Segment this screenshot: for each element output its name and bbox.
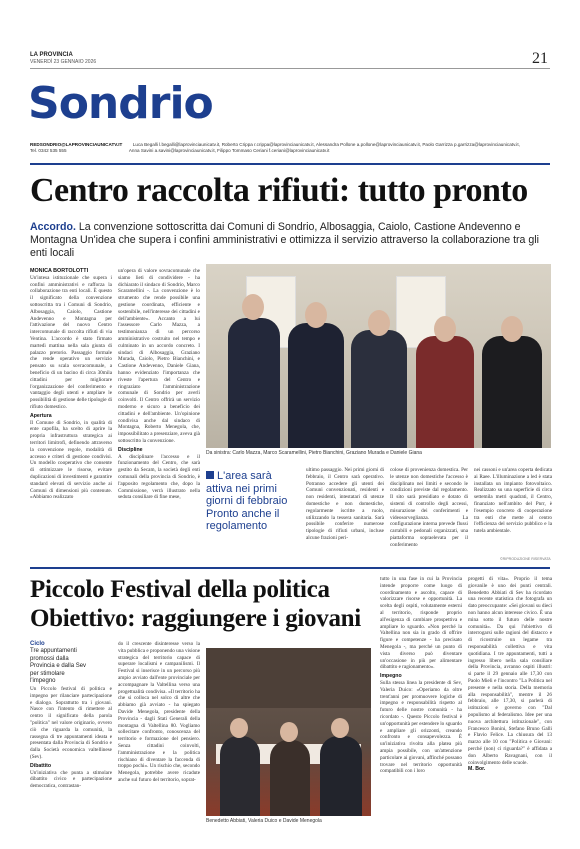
speaker-3-head — [331, 718, 349, 738]
contact-email: REDSONDRIO@LAPROVINCIAUNICATV.IT — [30, 142, 123, 147]
article2-sidebar-text: Tre appuntamenti promossi dalla Provincia e dalla Sev per stimolare l'impegno — [30, 648, 87, 685]
article1-column-4: colose di provenienza domestica. Per le utenze non domestiche l'accesso è disciplinato nei limiti e secondo le condizioni previste dal regolamento. Il sito sarà presidiato e dotato di sistemi di controllo degli accessi, misurazione dei conferimenti e videosorveglianza. La configurazione interna prevede flussi carrabili e pedonali organizzati, una piattaforma sopraelevata per il conferimento — [390, 467, 468, 548]
article1-deck — [30, 221, 552, 260]
contact-block — [30, 142, 550, 154]
section-title: Sondrio — [28, 78, 213, 129]
speaker-2 — [270, 740, 310, 816]
article2-column-1 — [30, 686, 112, 836]
article1-kicker: Accordo. — [30, 221, 76, 233]
person-5-head — [501, 316, 523, 342]
copyright-notice: ©RIPRODUZIONE RISERVATA — [500, 557, 551, 561]
article2-kicker: Ciclo — [30, 641, 45, 647]
article1-col2b-text: A disciplinare l'accesso e il funzionamento del Centro, che sarà gestito da Secam, la società degli enti comunali della provincia di Sondrio, è l'apposito regolamento che, dopo la Commissione, verrà illustrato nella seduta consiliare di fine mese, — [118, 453, 200, 501]
byline: MONICA BORTOLOTTI — [30, 268, 89, 274]
person-1-head — [242, 294, 264, 320]
article2-column-4 — [468, 576, 552, 838]
article1-col1-text: Un'intesa istituzionale che supera i confini amministrativi e rafforza la collaborazione tra enti locali. È questo il significato della convenzione sottoscritta tra i Comuni di Sondrio, Albosaggia, Caiolo, Castione Andevenno e Montagna per l'attivazione del nuovo Centro intercomunale di raccolta rifiuti di via Ventina. L'accordo è stato firmato martedì mattina nella sala giunta di palazzo pretorio. Passaggio formale che rende operativo un servizio pensato su scala sovracomunale, a beneficio di un bacino di circa 30mila cittadini per migliorare l'organizzazione del conferimento e vantaggio degli utenti e ampliare le possibilità di gestione delle tipologie di rifiuto domestico. — [30, 274, 112, 410]
article1-subhead-discipline: Discipline — [118, 446, 143, 453]
article2-headline-line1: Piccolo Festival della politica — [30, 576, 330, 603]
article1-pullquote — [206, 470, 300, 533]
article1-pullquote-text: L'area sarà attiva nei primi giorni di febbraio Pronto anche il regolamento — [206, 470, 288, 532]
room-wall — [206, 648, 371, 708]
contact-tel: Tel. 0342 535 555 — [30, 148, 67, 153]
person-1 — [228, 318, 280, 448]
issue-date: VENERDÌ 23 GENNAIO 2026 — [30, 59, 97, 65]
speaker-1-head — [230, 718, 248, 738]
article1-subhead-apertura: Apertura — [30, 412, 52, 419]
article2-col3-text: tutto in una fase in cui la Provincia intende proporre come luogo di coordinamento e ascolto, capace di valorizzare risorse e opportunità. La scelta degli ospiti, volutamente esterni al territorio, risponde proprio all'esigenza di cambiare prospettiva e ampliare lo sguardo. «Non perché la Valtellina non sia in grado di offrire figure e competenze - ha precisato Menegola -, ma perché un punto di vista diverso può diventare un'occasione in più per alimentare dibattito e ragionamento». — [380, 576, 462, 671]
article2-col3b-text: Sulla stessa linea la presidente di Sev, Valeria Duico: «Operiamo da oltre trent'anni per promuovere logiche di impegno e responsabilità rispetto al futuro delle nostre comunità - ha ricordato -. Questo Piccolo festival è un'opportunità per estendere lo sguardo e ampliare gli orizzonti, creando confronto e consapevolezza. È un'iniziativa rivolta alla platea più ampia possibile, con un'attenzione particolare ai giovani, affinché possano trovare nel territorio opportunità compatibili con i loro — [380, 679, 462, 775]
pullquote-square-icon — [206, 471, 214, 479]
article1-column-2 — [118, 268, 200, 565]
article1-photo-caption: Da sinistra: Carlo Mazza, Marco Scaramellini, Pietro Bianchini, Graziano Murada e Daniele Giana — [206, 450, 422, 456]
article2-col1b-text: Un'iniziativa che punta a stimolare dibattito civico e partecipazione democratica, contrastan- — [30, 769, 112, 790]
article2-photo — [206, 648, 371, 816]
person-4-head — [434, 316, 456, 342]
section-rule — [30, 163, 550, 165]
article1-photo — [206, 264, 551, 448]
article1-column-5: nei cassoni e un'area coperta dedicata ai Raee. L'illuminazione a led è stata installata un impianto fotovoltaico. Realizzato su una superficie di circa settemila metri quadrati, il Centro, finanziato nell'ambito del Pnrr, è l'esempio concreto di cooperazione tra enti che mette al centro l'efficienza del servizio pubblico e la tutela ambientale. — [474, 467, 552, 535]
person-3-head — [368, 310, 390, 336]
article1-col2-text: un'opera di valore sovracomunale che siamo lieti di condividere - ha dichiarato il sindaco di Sondrio, Marco Scaramellini -. La convenzione è lo strumento che rende possibile una gestione coordinata, efficiente e sostenibile, nell'interesse dei cittadini e dell'ambiente». Accanto a lui l'assessore Carlo Mazza, a testimonianza di un percorso amministrativo costruito nel tempo e culminato in un accordo concreto. I sindaci di Albosaggia, Graziano Murada, Caiolo, Pietro Bianchini, e Castione Andevenno, Daniele Giana, hanno evidenziato l'importanza che riveste l'apertura del Centro e ringraziato l'amministrazione comunale di Sondrio per averli coinvolti. Il Centro offrirà un servizio moderno e sicuro a beneficio dei cittadini e dell'ambiente. Un'opinione condivisa anche dal sindaco di Montagna, Roberto Menegola, che, impossibilitato a presenziare, aveva già sottoscritto la convenzione. — [118, 268, 200, 444]
article2-subhead-impegno: Impegno — [380, 673, 402, 680]
person-5 — [482, 336, 542, 448]
article-divider — [30, 567, 550, 569]
article2-col4-text: progetti di vita». Proprio il tema giovanile è uno dei punti centrali. Benedetto Abbiati di Sev ha ricordato una recente statistica che fotografa un dato preoccupante: «Sei giovani su dieci non hanno alcun interesse civico. È una mina sotto il futuro delle nostre comunità». Da qui l'obiettivo di interrogarsi sulle ragioni del distacco e di ricostruire un legame tra responsabilità collettiva e vita quotidiana. I tre appuntamenti, tutti a ingresso libero nella sala consiliare della Provincia, avranno ospiti illustri: si parte il 29 gennaio alle 17,30 con Paolo Mieli e l'incontro "La Politica nel presente e nella storia. Della memoria alla responsabilità", mentre il 26 febbraio, alle 17,30, si parlerà di istituzioni e governo con "Dal populismo al federalismo. Idee per una nuova architettura istituzionale", con Francesco Bonini, Stefano Bruno Galli e Flavio Felice. La chiusura del 13 marzo alle 10 con "Politica e Giovani: perché (non) ci riguarda?" è affidata a don Alberto Ravagnani, con il coinvolgimento delle scuole. — [468, 576, 552, 766]
article2-sidebar — [30, 641, 90, 685]
contact-people-1: Luca Begalli l.begalli@laprovinciaunicatv.it, Roberto Crippa r.crippa@laprovinciaunicatv.it, Alessandra Pollone a.pollone@laprovinciaunicatv.it, Paolo Garrizza p.garrizza@laprovinciaunicatv.it, — [132, 142, 520, 147]
article1-col1b-text: Il Comune di Sondrio, in qualità di ente capofila, ha scelto di aprire la propria infrastruttura strategica ai territori limitrofi, definendo attraverso la convenzione regole, modalità di accesso e criteri di gestione condivisi. Un modello cooperativo che consente di ottimizzare le risorse, evitare duplicazioni di investimenti e garantire standard elevati di servizio anche ai Comuni di dimensioni più contenute. «Abbiamo realizzato — [30, 419, 112, 501]
header-rule — [30, 68, 550, 69]
article2-headline-line2: Obiettivo: raggiungere i giovani — [30, 605, 361, 632]
article2-column-2: do il crescente disinteresse verso la vita pubblica e proponendo una visione strategica del territorio capace di superare localismi e campanilismi. Il Festival si inserisce in un percorso più ampio avviato dall'ente provinciale per accompagnare la Valtellina verso una progettualità condivisa. «Il territorio ha che si colloca nel solco di altre che abbiamo già avviato - ha spiegato Davide Menegola, presidente della Provincia - dagli Stati Generali della montagna di Valtellina 80. Vogliamo sollecitare confronto, conoscenza del territorio e formazione del pensiero. Senza cittadini coinvolti, l'amministrazione e la politica rischiano di diventare la faccenda di troppo pochi». Un rischio che, secondo Menegola, potrebbe avere ricadute anche sul futuro del territorio, soprat- — [118, 641, 200, 783]
page-number: 21 — [532, 50, 548, 67]
person-2 — [288, 323, 344, 448]
newspaper-name: LA PROVINCIA — [30, 52, 73, 58]
article1-column-3: ultimo passaggio. Nei primi giorni di febbraio, il Centro sarà operativo. Potranno accedere gli utenti dei Comuni convenzionati, residenti e non residenti, intestatari di utenze domestiche e non domestiche, regolarmente iscritte a ruolo, utilizzando la tessera sanitaria. Sarà possibile conferire numerose tipologie di rifiuti urbani, incluse alcune frazioni peri- — [306, 467, 384, 541]
article2-subhead-dibattito: Dibattito — [30, 762, 52, 769]
person-4 — [416, 336, 474, 448]
article1-deck-text: La convenzione sottoscritta dai Comuni di Sondrio, Albosaggia, Caiolo, Castione Andevenno e Montagna Un'idea che supera i confini amministrativi e ottimizza il servizio attraverso la collaborazione tra gli enti locali — [30, 221, 539, 259]
article2-photo-caption: Benedetto Abbiati, Valeria Duico e Davide Menegola — [206, 818, 322, 824]
speaker-2-head — [280, 722, 298, 742]
person-2-head — [305, 302, 327, 328]
person-3 — [351, 330, 407, 448]
article2-headline — [30, 575, 370, 633]
contact-people-2: Anna Savini a.savini@laprovinciaunicatv.it, Filippo Tommaso Ceriani f.ceriani@laprovinciaunicatv.it — [128, 148, 330, 153]
article2-column-3 — [380, 576, 462, 838]
article2-signature: M. Bor. — [468, 766, 486, 773]
speaker-3 — [320, 736, 362, 816]
article1-headline: Centro raccolta rifiuti: tutto pronto — [30, 172, 528, 209]
speaker-1 — [220, 736, 260, 816]
article1-column-1 — [30, 268, 112, 565]
article2-col1-text: Un Piccolo festival di politica e impegno per rilanciare partecipazione e dialogo. Soprattutto tra i giovani. Nasce con l'intento di rimettere al centro il significato della parola "politica" nel valore originario, ovvero ciò che riguarda la comunità, la rassegna di tre appuntamenti ideata e presentata dalla Provincia di Sondrio e dalla Società economica valtellinese (Sev). — [30, 686, 112, 760]
